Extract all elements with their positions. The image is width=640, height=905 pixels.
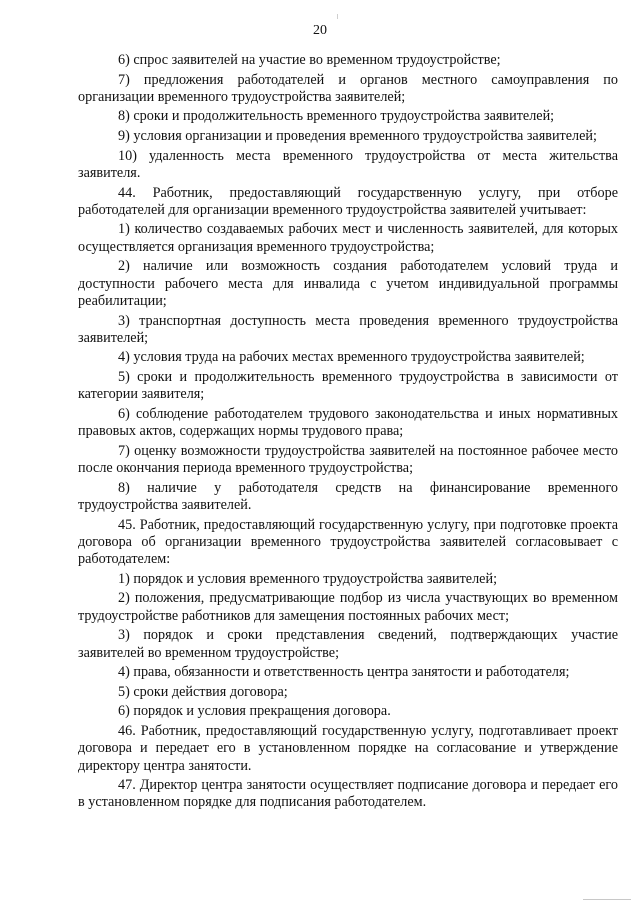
paragraph: 6) порядок и условия прекращения договора. — [118, 703, 391, 720]
paragraph: 6) спрос заявителей на участие во временном трудоустройстве; — [118, 52, 501, 68]
paragraph: 4) условия труда на рабочих местах временного трудоустройства заявителей; — [118, 349, 585, 366]
paragraph: 3) транспортная доступность места проведения временного трудоустройства заявителей; — [78, 312, 618, 346]
page-number: 20 — [313, 23, 327, 38]
paragraph: 47. Директор центра занятости осуществляет подписание договора и передает его в установленном порядке для подписания работодателем. — [78, 777, 618, 811]
paragraph: 3) порядок и сроки представления сведений, подтверждающих участие заявителей во временном трудоустройстве; — [78, 627, 618, 661]
document-body — [78, 52, 618, 814]
paragraph: 6) соблюдение работодателем трудового законодательства и иных нормативных правовых актов, содержащих нормы трудового права; — [78, 405, 618, 440]
paragraph: 5) сроки и продолжительность временного трудоустройства в зависимости от категории заявителя; — [78, 369, 618, 403]
paragraph: 44. Работник, предоставляющий государственную услугу, при отборе работодателей для организации временного трудоустройства заявителей учитывает: — [78, 184, 618, 218]
paragraph: 8) сроки и продолжительность временного трудоустройства заявителей; — [118, 108, 555, 125]
paragraph: 7) оценку возможности трудоустройства заявителей на постоянное рабочее место после окончания периода временного трудоустройства; — [78, 442, 618, 477]
paragraph: 2) наличие или возможность создания работодателем условий труда и доступности рабочего места для инвалида с учетом индивидуальной программы реабилитации; — [78, 258, 618, 309]
paragraph: 45. Работник, предоставляющий государственную услугу, при подготовке проекта договора об организации временного трудоустройства заявителей согласовывает с работодателем: — [78, 516, 618, 568]
paragraph: 1) порядок и условия временного трудоустройства заявителей; — [118, 570, 498, 587]
paragraph: 4) права, обязанности и ответственность центра занятости и работодателя; — [118, 664, 570, 681]
paragraph: 10) удаленность места временного трудоустройства от места жительства заявителя. — [78, 147, 618, 181]
scan-edge-line — [583, 899, 631, 900]
paragraph: 46. Работник, предоставляющий государственную услугу, подготавливает проект договора и передает его в установленном порядке на согласование и утверждение директору центра занятости. — [78, 722, 618, 774]
paragraph: 9) условия организации и проведения временного трудоустройства заявителей; — [118, 128, 597, 145]
scan-edge-mark — [337, 14, 338, 19]
paragraph: 2) положения, предусматривающие подбор из числа участвующих во временном трудоустройстве работников для замещения постоянных рабочих мест; — [78, 590, 618, 624]
paragraph: 7) предложения работодателей и органов местного самоуправления по организации временного трудоустройства заявителей; — [78, 71, 618, 105]
paragraph: 8) наличие у работодателя средств на финансирование временного трудоустройства заявителей. — [78, 479, 618, 513]
paragraph: 5) сроки действия договора; — [118, 683, 288, 700]
paragraph: 1) количество создаваемых рабочих мест и численность заявителей, для которых осуществляется организация временного трудоустройства; — [78, 221, 618, 255]
